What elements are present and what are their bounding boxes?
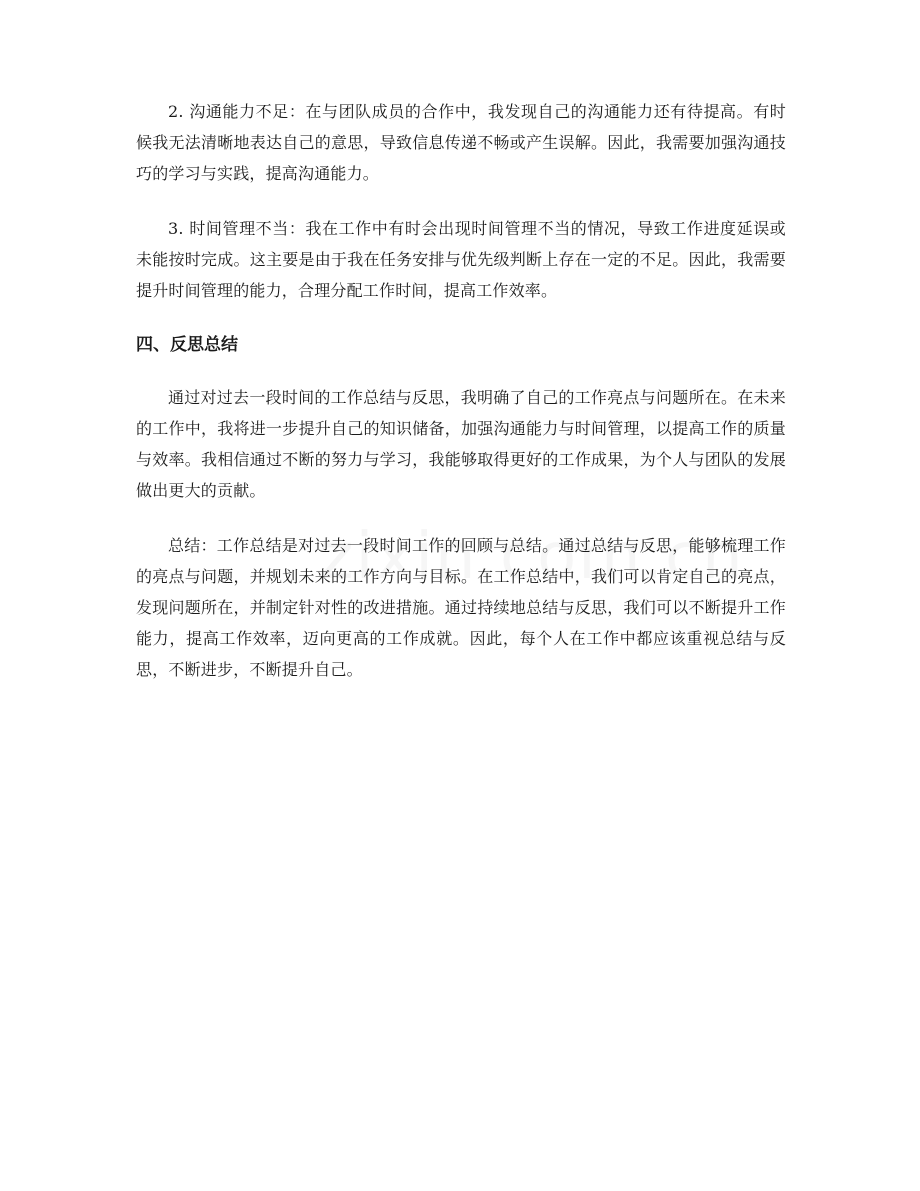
paragraph-reflection: 通过对过去一段时间的工作总结与反思，我明确了自己的工作亮点与问题所在。在未来的工作中，我将进一步提升自己的知识储备，加强沟通能力与时间管理，以提高工作的质量与效率。我相信通过不断的努力与学习，我能够取得更好的工作成果，为个人与团队的发展做出更大的贡献。 bbox=[136, 388, 786, 500]
paragraph-summary: 总结：工作总结是对过去一段时间工作的回顾与总结。通过总结与反思，能够梳理工作的亮点与问题，并规划未来的工作方向与目标。在工作总结中，我们可以肯定自己的亮点，发现问题所在，并制定针对性的改进措施。通过持续地总结与反思，我们可以不断提升工作能力，提高工作效率，迈向更高的工作成就。因此，每个人在工作中都应该重视总结与反思，不断进步，不断提升自己。 bbox=[136, 536, 786, 679]
document-page bbox=[136, 96, 786, 709]
paragraph-time-management: 3. 时间管理不当：我在工作中有时会出现时间管理不当的情况，导致工作进度延误或未能按时完成。这主要是由于我在任务安排与优先级判断上存在一定的不足。因此，我需要提升时间管理的能力，合理分配工作时间，提高工作效率。 bbox=[136, 219, 786, 300]
paragraph-communication: 2. 沟通能力不足：在与团队成员的合作中，我发现自己的沟通能力还有待提高。有时候我无法清晰地表达自己的意思，导致信息传递不畅或产生误解。因此，我需要加强沟通技巧的学习与实践，提高沟通能力。 bbox=[136, 102, 786, 183]
section-heading-reflection: 四、反思总结 bbox=[136, 335, 238, 355]
